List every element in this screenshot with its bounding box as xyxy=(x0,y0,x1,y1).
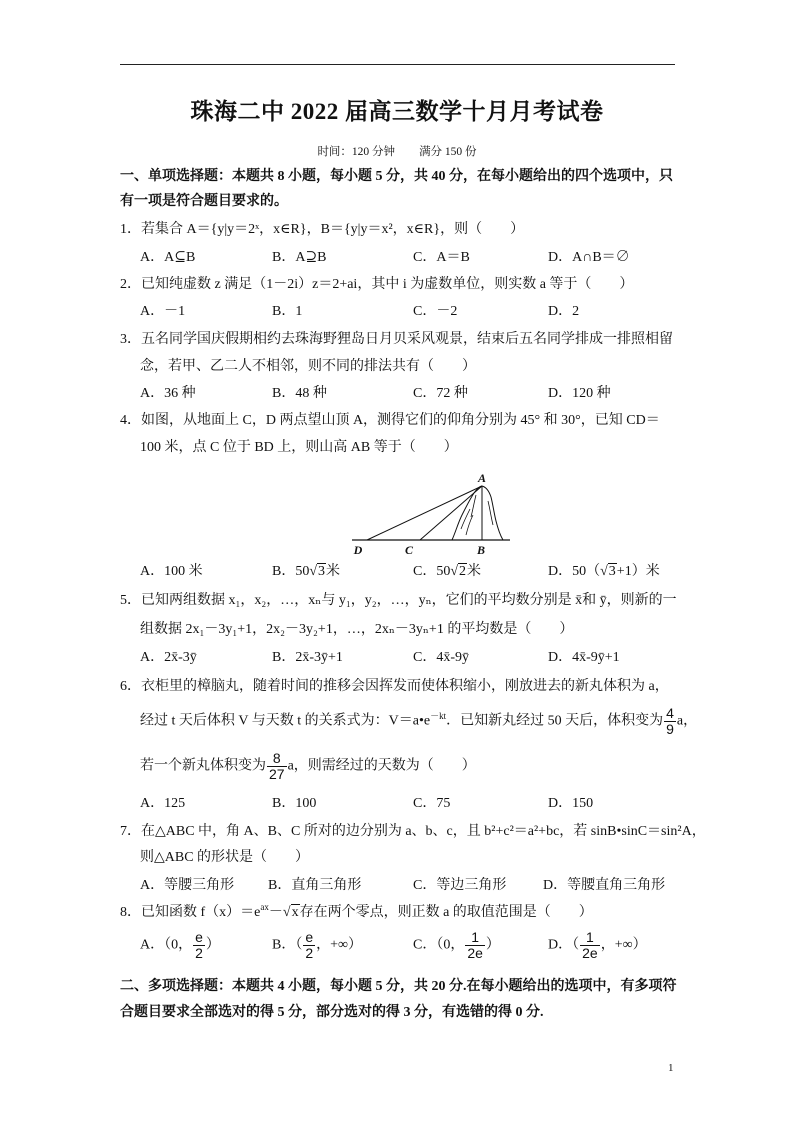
figure-label-a: A xyxy=(477,471,487,485)
question-4-stem-line2: 100 米，点 C 位于 BD 上，则山高 AB 等于（ ） xyxy=(140,440,458,455)
exponent: ax xyxy=(260,902,269,912)
sight-line-da xyxy=(367,486,482,540)
question-8-option-d xyxy=(548,930,647,961)
option-suffix: 米 xyxy=(467,564,482,579)
option-suffix: ，+∞） xyxy=(600,937,647,953)
question-3-stem-line1: 3．五名同学国庆假期相约去珠海野狸岛日月贝采风观景，结束后五名同学排成一排照相留 xyxy=(120,332,673,347)
question-6-stem-line1: 6．衣柜里的樟脑丸，随着时间的推移会因挥发而使体积缩小，刚放进去的新丸体积为 a， xyxy=(120,679,669,694)
question-5-option-d: D．4x̄-9ȳ+1 xyxy=(548,650,620,665)
question-2-option-d: D．2 xyxy=(548,304,580,319)
question-1-option-b: B．A⊇B xyxy=(272,250,327,265)
fraction-numerator: 4 xyxy=(666,705,674,721)
figure-label-c: C xyxy=(404,543,414,557)
question-2-option-b: B．1 xyxy=(272,304,303,319)
fraction-denominator: 2e xyxy=(582,945,598,961)
question-2-option-a: A．－1 xyxy=(140,304,186,319)
fraction xyxy=(193,930,205,961)
exam-subtitle xyxy=(0,144,794,160)
question-1-option-d: D．A∩B＝∅ xyxy=(548,250,630,265)
question-4-option-d xyxy=(548,562,660,582)
fraction-numerator: e xyxy=(305,929,314,945)
question-4-option-b xyxy=(272,562,340,582)
question-6-option-a: A．125 xyxy=(140,796,186,811)
fraction xyxy=(664,706,676,737)
question-8-stem xyxy=(120,903,593,923)
question-5-option-a: A．2x̄-3ȳ xyxy=(140,650,197,665)
fraction-denominator: 2e xyxy=(467,945,483,961)
option-prefix: C．50√ xyxy=(413,564,459,579)
fraction-numerator: e xyxy=(195,929,203,945)
question-1-option-a: A．A⊆B xyxy=(140,250,196,265)
option-suffix: ，+∞） xyxy=(316,937,363,953)
question-8-option-a xyxy=(140,930,220,961)
page-number: 1 xyxy=(668,1062,674,1074)
question-6-option-c: C．75 xyxy=(413,796,451,811)
radicand: 2 xyxy=(459,564,467,579)
stem-text: －√ xyxy=(268,905,291,920)
question-3-option-c: C．72 种 xyxy=(413,386,468,401)
question-5-option-b: B．2x̄-3ȳ+1 xyxy=(272,650,343,665)
question-7-option-a: A．等腰三角形 xyxy=(140,878,235,893)
question-5-option-c: C．4x̄-9ȳ xyxy=(413,650,469,665)
fraction-denominator: 27 xyxy=(269,766,285,782)
option-prefix: A．（0， xyxy=(140,937,193,953)
question-3-option-a: A．36 种 xyxy=(140,386,196,401)
exponent: －kt xyxy=(430,710,447,721)
stem-text: 8．已知函数 f（x）＝e xyxy=(120,905,261,920)
mountain-outline xyxy=(452,486,503,540)
exam-time: 时间：120 分钟 xyxy=(317,146,396,158)
fraction-denominator: 2 xyxy=(195,945,203,961)
option-prefix: D．50（√ xyxy=(548,564,608,579)
stem-text: ．已知新丸经过 50 天后，体积变为 xyxy=(446,713,664,729)
mountain-height-figure xyxy=(340,465,520,560)
stem-text: 若一个新丸体积变为 xyxy=(140,758,266,774)
stem-text: 存在两个零点，则正数 a 的取值范围是（ ） xyxy=(299,905,593,920)
question-2-stem: 2．已知纯虚数 z 满足（1－2i）z＝2+ai，其中 i 为虚数单位，则实数 a 等于（ ） xyxy=(120,277,634,292)
option-suffix: ） xyxy=(205,937,220,953)
question-1-stem: 1．若集合 A＝{y|y＝2ˣ，x∈R}，B＝{y|y＝x²，x∈R}，则（ ） xyxy=(120,222,525,237)
exam-title: 珠海二中 2022 届高三数学十月月考试卷 xyxy=(190,99,604,124)
section1-heading-line2: 有一项是符合题目要求的。 xyxy=(120,194,288,209)
fraction-numerator: 1 xyxy=(580,930,600,946)
question-8-option-b xyxy=(272,930,362,961)
fraction xyxy=(580,930,600,961)
fraction xyxy=(465,930,485,961)
radicand: x xyxy=(291,905,299,920)
question-4-option-c xyxy=(413,562,481,582)
option-suffix: +1）米 xyxy=(616,564,660,579)
question-5-stem-line2: 组数据 2x₁－3y₁+1，2x₂－3y₂+1，…，2xₙ－3yₙ+1 的平均数是（ ） xyxy=(140,622,574,637)
fraction xyxy=(303,930,315,961)
fraction-numerator: 8 xyxy=(267,751,287,767)
figure-label-b: B xyxy=(476,543,486,557)
fraction-denominator: 9 xyxy=(666,721,674,737)
exam-score: 满分 150 份 xyxy=(419,146,477,158)
section2-heading-line2: 合题目要求全部选对的得 5 分，部分选对的得 3 分，有选错的得 0 分. xyxy=(120,1005,544,1020)
question-6-stem-line3 xyxy=(140,751,476,782)
question-6-option-d: D．150 xyxy=(548,796,594,811)
option-prefix: B．50√ xyxy=(272,564,318,579)
option-prefix: C．（0， xyxy=(413,937,465,953)
question-5-stem-line1: 5．已知两组数据 x₁，x₂，…，xₙ与 y₁，y₂，…，yₙ，它们的平均数分别是 x̄和 ȳ，则新的一 xyxy=(120,593,677,608)
section1-heading-line1: 一、单项选择题：本题共 8 小题，每小题 5 分，共 40 分，在每小题给出的四个选项中，只 xyxy=(120,169,673,184)
stem-text: a，则需经过的天数为（ ） xyxy=(287,758,476,774)
figure-label-d: D xyxy=(353,543,363,557)
question-2-option-c: C．－2 xyxy=(413,304,458,319)
question-7-option-c: C．等边三角形 xyxy=(413,878,507,893)
option-suffix: 米 xyxy=(326,564,341,579)
mountain-hatching xyxy=(461,495,493,535)
question-7-stem-line2: 则△ABC 的形状是（ ） xyxy=(140,850,310,865)
question-4-stem-line1: 4．如图，从地面上 C，D 两点望山顶 A，测得它们的仰角分别为 45° 和 30°，已知 CD＝ xyxy=(120,413,660,428)
question-8-option-c xyxy=(413,930,500,961)
option-prefix: B．（ xyxy=(272,937,303,953)
radicand: 3 xyxy=(318,564,326,579)
question-1-option-c: C．A＝B xyxy=(413,250,470,265)
fraction-denominator: 2 xyxy=(305,945,314,961)
option-suffix: ） xyxy=(485,937,500,953)
question-3-stem-line2: 念，若甲、乙二人不相邻，则不同的排法共有（ ） xyxy=(140,359,476,374)
question-3-option-d: D．120 种 xyxy=(548,386,611,401)
question-6-stem-line2 xyxy=(140,706,697,737)
question-6-option-b: B．100 xyxy=(272,796,317,811)
section2-heading-line1: 二、多项选择题：本题共 4 小题，每小题 5 分，共 20 分.在每小题给出的选项中，有多项符 xyxy=(120,979,677,994)
stem-text: 经过 t 天后体积 V 与天数 t 的关系式为：V＝a•e xyxy=(140,713,431,729)
fraction-numerator: 1 xyxy=(465,930,485,946)
stem-text: a， xyxy=(676,713,698,729)
question-7-option-b: B．直角三角形 xyxy=(268,878,362,893)
header-rule xyxy=(120,64,675,65)
question-4-option-a: A．100 米 xyxy=(140,564,203,579)
question-7-stem-line1: 7．在△ABC 中，角 A、B、C 所对的边分别为 a、b、c，且 b²+c²＝a²+bc，若 sinB•sinC＝sin²A， xyxy=(120,824,706,839)
option-prefix: D．（ xyxy=(548,937,580,953)
fraction xyxy=(267,751,287,782)
question-3-option-b: B．48 种 xyxy=(272,386,327,401)
question-7-option-d: D．等腰直角三角形 xyxy=(543,878,666,893)
radicand: 3 xyxy=(608,564,616,579)
